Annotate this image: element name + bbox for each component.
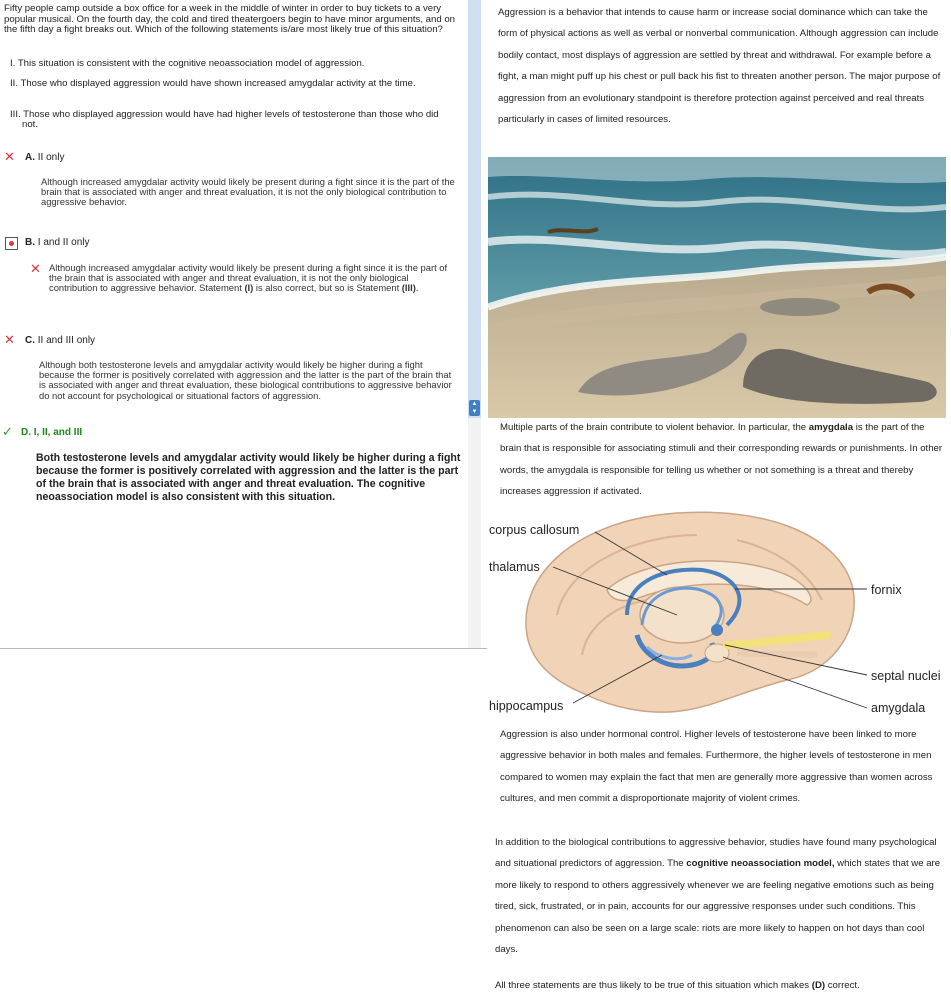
statement-1: I. This situation is consistent with the cognitive neoassociation model of aggression. xyxy=(10,58,365,69)
label-hippocampus: hippocampus xyxy=(489,699,564,713)
scrollbar-thumb[interactable] xyxy=(468,0,481,418)
pane-divider xyxy=(0,648,487,649)
option-b[interactable] xyxy=(25,237,89,249)
option-b-explanation-end: . xyxy=(415,282,419,294)
option-c-explanation: Although both testosterone levels and amygdalar activity would likely be higher during a fight because the former is positively correlated with aggression and the latter is the part of the brain that is associated with anger and threat evaluation, these biological contributions to aggressive behavior do not account for psychological or situational factors of aggression. xyxy=(39,359,452,401)
paragraph-2-rest: is the part of the brain that is responsible for associating stimuli and their corresponding rewards or punishments. In other words, the amygdala is responsible for telling us whether or not something is a threat and thereby increases aggression if activated. xyxy=(500,422,943,498)
option-d-letter: D. xyxy=(21,427,31,438)
correct-check-icon: ✓ xyxy=(2,424,13,439)
conclusion-answer: (D) xyxy=(811,980,826,991)
explanation-paragraph-3: Aggression is also under hormonal control. Higher levels of testosterone have been linked to more aggressive behavior in both males and females. Furthermore, the higher levels of testosterone in men compared to women may explain the fact that men are generally more aggressive than women across cultures, and men commit a disproportionate majority of violent crimes. xyxy=(500,729,933,805)
option-b-letter: B. xyxy=(25,237,35,248)
incorrect-x-icon: ✕ xyxy=(4,332,15,347)
paragraph-2-text: Multiple parts of the brain contribute to violent behavior. In particular, the xyxy=(500,422,809,433)
label-fornix: fornix xyxy=(871,583,902,597)
paragraph-4-cognitive-model: cognitive neoassociation model, xyxy=(686,858,835,870)
statement-3: III. Those who displayed aggression would have had higher levels of testosterone than those who did not. xyxy=(10,109,439,131)
option-c-letter: C. xyxy=(25,335,35,346)
option-c[interactable] xyxy=(25,335,95,347)
label-thalamus: thalamus xyxy=(489,560,540,574)
explanation-paragraph-4 xyxy=(495,832,945,960)
option-d-label: I, II, and III xyxy=(33,427,83,438)
scroll-arrows-icon[interactable]: ▲ ▼ xyxy=(469,400,480,416)
option-d[interactable] xyxy=(21,427,82,439)
option-b-explanation xyxy=(49,263,457,294)
question-stem: Fifty people camp outside a box office for a week in the middle of winter in order to buy tickets to a very popular musical. On the fourth day, the cold and tired theatergoers begin to have minor arguments, and on the fifth day a fight breaks out. Which of the following statements is/are most likely true of this situation? xyxy=(4,3,455,36)
paragraph-4-rest: which states that we are more likely to respond to others aggressively whenever we are feeling negative emotions such as being tired, sick, frustrated, or in pain, accounts for our aggressive responses under such conditions. This phenomenon can also be seen on a large scale: riots are more likely to happen on hot days than cool days. xyxy=(495,858,941,956)
option-a-letter: A. xyxy=(25,152,35,163)
explanation-paragraph-1: Aggression is a behavior that intends to cause harm or increase social dominance which can take the form of physical actions as well as verbal or nonverbal communication. Although aggression can include bodily contact, most displays of aggression are settled by threat and withdrawal. For example before a fight, a man might puff up his chest or pull back his fist to threaten another person. The major purpose of aggression from an evolutionary standpoint is therefore protection against perceived and real threats particularly in cases of limited resources. xyxy=(498,7,941,126)
option-a-label: II only xyxy=(37,152,65,163)
elephant-seals-photo xyxy=(488,157,946,418)
paragraph-4-text: In addition to the biological contributions to aggressive behavior, studies have found many psychological and situational predictors of aggression. The xyxy=(495,837,937,870)
option-b-explanation-text: Although increased amygdalar activity would likely be present during a fight since it is the part of the brain that is associated with anger and threat evaluation, it is not the only biological contribution to aggressive behavior. Statement xyxy=(49,262,448,294)
option-b-explanation-statement-iii: (III) xyxy=(401,282,416,294)
option-a[interactable] xyxy=(25,152,64,164)
vertical-scrollbar[interactable] xyxy=(468,0,481,648)
incorrect-x-icon: ✕ xyxy=(4,149,15,164)
statement-2: II. Those who displayed aggression would have shown increased amygdalar activity at the time. xyxy=(10,78,416,89)
option-d-explanation: Both testosterone levels and amygdalar activity would likely be higher during a fight because the former is positively correlated with aggression and the latter is the part of the brain that is associated with anger and threat evaluation. The cognitive neoassociation model is also consistent with this situation. xyxy=(36,452,461,503)
label-amygdala: amygdala xyxy=(871,701,926,715)
brain-limbic-diagram xyxy=(487,505,951,723)
question-pane xyxy=(0,0,468,648)
label-septal-nuclei: septal nuclei xyxy=(871,669,941,683)
paragraph-2-amygdala: amygdala xyxy=(808,422,854,433)
conclusion-end: correct. xyxy=(825,980,860,991)
label-corpus-callosum: corpus callosum xyxy=(489,523,580,537)
option-b-label: I and II only xyxy=(37,237,90,248)
incorrect-x-icon: ✕ xyxy=(30,261,41,276)
option-b-explanation-mid: is also correct, but so is Statement xyxy=(253,282,402,294)
option-b-explanation-statement-i: (I) xyxy=(244,282,254,294)
explanation-paragraph-2 xyxy=(500,417,944,503)
explanation-conclusion xyxy=(495,975,945,996)
option-a-explanation: Although increased amygdalar activity would likely be present during a fight since it is the part of the brain that is associated with anger and threat evaluation, it is not the only biological contribution to aggressive behavior. xyxy=(41,176,455,208)
option-b-radio-selected[interactable] xyxy=(5,237,18,250)
option-c-label: II and III only xyxy=(37,335,96,346)
conclusion-text: All three statements are thus likely to be true of this situation which makes xyxy=(495,980,812,991)
